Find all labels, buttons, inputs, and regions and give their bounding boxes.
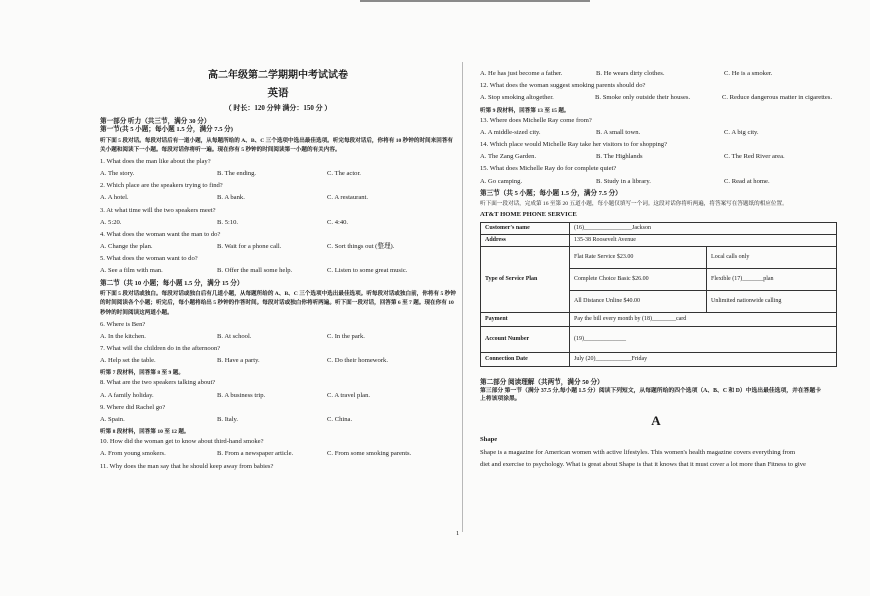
option-b: B. The Highlands: [596, 153, 643, 161]
option-c: C. 4:40.: [327, 218, 349, 226]
option-b: B. He wears dirty clothes.: [596, 70, 665, 77]
customer-value: (16)________________Jackson: [570, 222, 837, 234]
question-text: 13. Where does Michelle Ray come from?: [480, 116, 592, 124]
customer-label: Customer's name: [481, 222, 570, 234]
option-a: A. 5:20.: [100, 218, 122, 226]
question-text: 1. What does the man like about the play?: [100, 157, 211, 165]
passage-section-letter: A: [651, 413, 661, 429]
option-c: C. A big city.: [724, 128, 759, 136]
question-options: [100, 243, 456, 255]
plan-detail: Unlimited nationwide calling: [707, 290, 837, 312]
payment-value: Pay the bill every month by (18)________card: [570, 312, 837, 326]
option-a: A. He has just become a father.: [480, 70, 563, 77]
option-a: A. Help set the table.: [100, 357, 156, 365]
question-text: 12. What does the woman suggest smoking parents should do?: [480, 82, 646, 90]
question-options: [480, 178, 832, 190]
part2-section1-instructions-cont: 上将该项涂黑。: [480, 396, 521, 403]
option-a: A. The story.: [100, 169, 135, 177]
option-c: C. Do their homework.: [327, 357, 388, 365]
option-a: A. In the kitchen.: [100, 332, 146, 340]
passage-line: diet and exercise to psychology. What is great about Shape is that it knows that it must cover a lot more than Fitness to give: [480, 460, 806, 468]
question-text: 5. What does the woman want to do?: [100, 255, 198, 263]
option-c: C. A restaurant.: [327, 194, 369, 202]
column-divider: [462, 62, 463, 532]
plan-label: Type of Service Plan: [481, 246, 570, 312]
option-c: C. Sort things out (整理).: [327, 243, 395, 251]
question-text: 10. How did the woman get to know about third-hand smoke?: [100, 438, 264, 446]
question-options: [100, 194, 456, 206]
passage-title: Shape: [480, 435, 498, 443]
address-label: Address: [481, 234, 570, 246]
question-options: [100, 333, 456, 345]
option-c: C. Reduce dangerous matter in cigarettes.: [721, 94, 832, 102]
right-column: [480, 70, 832, 471]
option-a: A. Spain.: [100, 415, 125, 423]
exam-subject: 英语: [267, 88, 289, 99]
option-b: B. Wait for a phone call.: [217, 243, 282, 251]
part2-heading: 第二部分 阅读理解（共两节，满分 50 分）: [480, 378, 604, 386]
plan-name: All Distance Unline $40.00: [570, 290, 707, 312]
question-options: [100, 267, 456, 279]
plan-name: Complete Choice Basic $26.00: [570, 268, 707, 290]
question-text: 4. What does the woman want the man to do?: [100, 230, 221, 238]
question-options: [480, 153, 832, 165]
option-c: C. China.: [327, 415, 353, 423]
option-b: B. Smoke only outside their houses.: [595, 94, 691, 102]
table-row: [481, 234, 837, 246]
option-b: B. A business trip.: [217, 391, 266, 399]
section3-instructions: 听下面一段对话，完成第 16 至第 20 五道小题，每小题仅填写一个词。这段对话你将听两遍，将答案写在答题纸的相应位置。: [480, 200, 788, 207]
exam-title: 高二年级第二学期期中考试试卷: [208, 70, 348, 81]
question-options: [480, 129, 832, 141]
phone-service-table: [480, 222, 837, 367]
table-row: [481, 352, 837, 366]
address-value: 135-38 Roosevelt Avenue: [570, 234, 837, 246]
table-title: AT&T HOME PHONE SERVICE: [480, 211, 577, 219]
table-row: [481, 326, 837, 352]
listening-note: 听第 7 段材料，回答第 8 至 9 题。: [100, 370, 184, 377]
option-b: B. Study in a library.: [596, 177, 651, 185]
payment-label: Payment: [481, 312, 570, 326]
option-c: C. From some smoking parents.: [327, 450, 412, 458]
question-text: 6. Where is Ben?: [100, 320, 146, 328]
option-c: C. Read at home.: [724, 177, 770, 185]
option-a: A. The Zang Garden.: [480, 153, 537, 161]
question-options: [100, 416, 456, 428]
option-a: A. A middle-sized city.: [480, 128, 541, 136]
account-value: (19)______________: [570, 326, 837, 352]
option-a: A. See a film with man.: [100, 267, 163, 275]
question-block-2: [100, 321, 456, 370]
option-a: A. A hotel.: [100, 194, 129, 202]
table-row: [481, 246, 837, 268]
listening-note: 听第 8 段材料，回答第 10 至 12 题。: [100, 429, 190, 436]
passage-line: Shape is a magazine for American women with active lifestyles. This women's health magazine covers everything from: [480, 448, 796, 456]
question-text: 7. What will the children do in the afternoon?: [100, 345, 221, 353]
option-c: C. The Red River area.: [724, 153, 785, 161]
question-options: [480, 94, 832, 106]
table-row: [481, 312, 837, 326]
part2-section1-instructions: 第三部分 第一节（满分 37.5 分,每小题 1.5 分）阅读下列短文，从每题所给的四个选项（A、B、C 和 D）中选出最佳选项，并在答题卡: [480, 387, 822, 394]
exam-meta: （ 时长：120 分钟 满分：150 分 ）: [224, 104, 332, 112]
left-column: [100, 70, 456, 475]
part1-heading: 第一部分 听力（共三节，满分 30 分）: [100, 118, 211, 126]
option-c: C. A travel plan.: [327, 391, 371, 399]
question-block-3: [100, 379, 456, 428]
option-a: A. Stop smoking altogether.: [480, 94, 554, 102]
option-c: C. The actor.: [327, 169, 361, 177]
option-b: B. The ending.: [217, 169, 257, 177]
question-text: 2. Which place are the speakers trying to find?: [100, 182, 223, 190]
question-options: [100, 170, 456, 182]
question-block-4: [100, 438, 456, 462]
page-number: 1: [456, 530, 460, 537]
question-options: [100, 392, 456, 404]
question-text: 3. At what time will the two speakers meet?: [100, 206, 216, 214]
listening-note: 听第 9 段材料，回答第 13 至 15 题。: [480, 107, 570, 114]
section1-heading: 第一节(共 5 小题；每小题 1.5 分，满分 7.5 分): [100, 126, 233, 134]
option-c: C. In the park.: [327, 332, 365, 340]
option-a: A. A family holiday.: [100, 391, 154, 399]
question-options: [100, 450, 456, 462]
question-block-1: [100, 158, 456, 280]
question-text: 14. Which place would Michelle Ray take her visitors to for shopping?: [480, 140, 668, 148]
option-a: A. Go camping.: [480, 177, 523, 185]
section2-heading: 第二节（共 10 小题；每小题 1.5 分，满分 15 分）: [100, 279, 244, 287]
question-text: 8. What are the two speakers talking about?: [100, 379, 216, 387]
option-b: B. At school.: [217, 332, 252, 340]
option-b: B. Italy.: [217, 415, 238, 423]
connection-label: Connection Date: [481, 352, 570, 366]
question-options: [480, 70, 832, 82]
option-b: B. Have a party.: [217, 357, 260, 365]
option-a: A. Change the plan.: [100, 243, 153, 251]
option-b: B. A bank.: [217, 194, 245, 202]
section3-heading: 第三节（共 5 小题；每小题 1.5 分，满分 7.5 分）: [480, 189, 622, 197]
plan-name: Flat Rate Service $23.00: [570, 246, 707, 268]
question-options: [100, 219, 456, 231]
question-text: 9. Where did Rachel go?: [100, 403, 166, 411]
account-label: Account Number: [481, 326, 570, 352]
question-options: [100, 357, 456, 369]
option-a: A. From young smokers.: [100, 450, 166, 458]
connection-value: July (20)____________Friday: [570, 352, 837, 366]
section2-instructions: 听下面 5 段对话或独白。每段对话或独白后有几道小题，从每题所给的 A、B、C 三个选项中选出最佳选项。听每段对话或独白前，你将有 5 秒钟的时间阅读各个小题；听完后，每小题将给出 5 秒钟的作答时间。每段对话或独白你将听两遍。听下面一段对话，回答第 6 至 7 题。现在你有 10 秒钟的时间阅读这两道小题。: [100, 290, 456, 317]
scan-artifact: [360, 0, 590, 2]
option-c: C. He is a smoker.: [724, 70, 773, 77]
plan-detail: Flexible (17)_______plan: [707, 268, 837, 290]
option-b: B. From a newspaper article.: [217, 450, 294, 458]
plan-detail: Local calls only: [707, 246, 837, 268]
question-text: 15. What does Michelle Ray do for complete quiet?: [480, 165, 617, 173]
section1-instructions: 听下面 5 段对话。每段对话后有一道小题，从每题所给的 A、B、C 三个选项中选出最佳选项。听完每段对话后，你将有 10 秒钟的时间来回答有关小题和阅读下一小题。每段对话你将听一遍。现在你有 5 秒钟的时间阅读第一小题的有关内容。: [100, 137, 454, 154]
option-b: B. 5:10.: [217, 218, 239, 226]
question-text: 11. Why does the man say that he should keep away from babies?: [100, 462, 274, 470]
option-b: B. Offer the mall some help.: [217, 267, 293, 275]
option-b: B. A small town.: [596, 128, 641, 136]
option-c: C. Listen to some great music.: [327, 267, 408, 275]
table-row: [481, 222, 837, 234]
